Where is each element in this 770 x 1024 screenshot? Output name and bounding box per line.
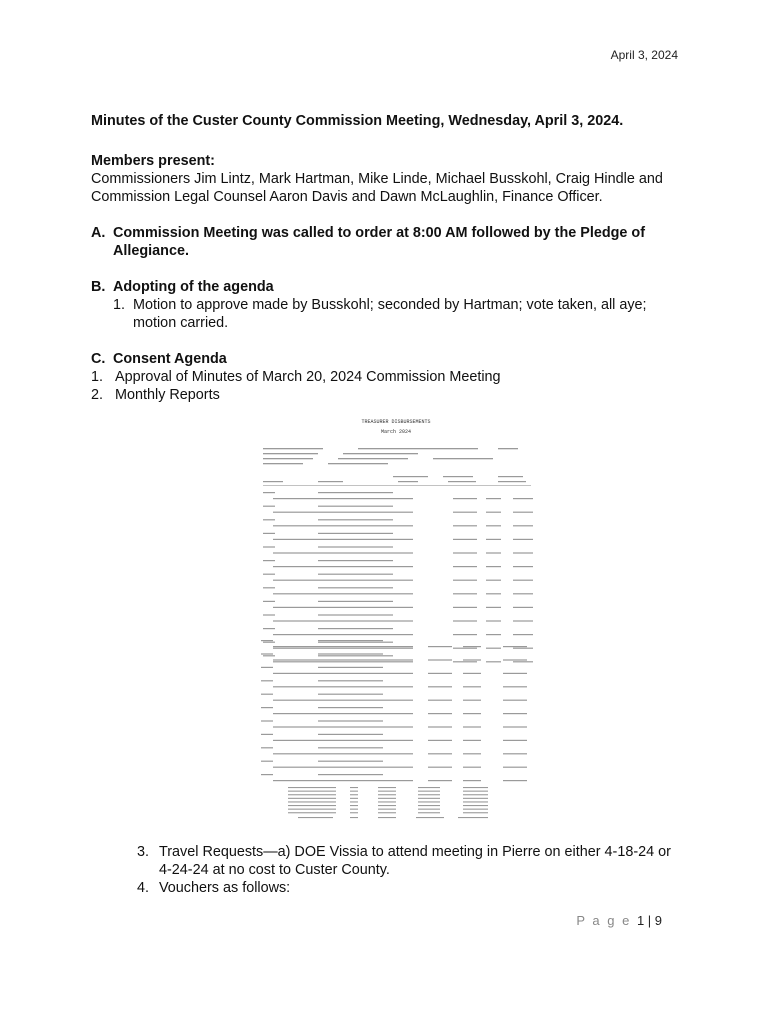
scan-line: [318, 686, 413, 687]
report-scan-texture: [261, 448, 533, 818]
scan-line: [261, 720, 273, 721]
section-c-heading: Consent Agenda: [113, 351, 227, 367]
scan-line: [288, 787, 336, 788]
scan-line: [513, 593, 533, 594]
scan-line: [463, 659, 481, 660]
scan-line: [463, 646, 481, 647]
scan-line: [453, 525, 477, 526]
treasurer-disbursements-image: [258, 416, 534, 820]
scan-line: [428, 700, 452, 701]
scan-line: [428, 726, 452, 727]
scan-line: [433, 458, 493, 459]
scan-line: [298, 817, 333, 818]
scan-line: [263, 642, 275, 643]
list-item: [137, 843, 677, 879]
scan-line: [263, 492, 275, 493]
scan-line: [453, 512, 477, 513]
scan-line: [288, 798, 336, 799]
scan-line: [350, 787, 358, 788]
scan-line: [318, 628, 393, 629]
scan-line: [350, 791, 358, 792]
list-item: [91, 368, 691, 386]
scan-line: [273, 634, 318, 635]
scan-line: [453, 552, 477, 553]
scan-line: [350, 794, 358, 795]
scan-line: [318, 767, 413, 768]
scan-line: [486, 607, 501, 608]
section-b-letter: B.: [91, 279, 106, 295]
list-item-text: Approval of Minutes of March 20, 2024 Commission Meeting: [115, 369, 501, 385]
scan-line: [273, 753, 318, 754]
scan-line: [463, 780, 481, 781]
scan-line: [263, 506, 275, 507]
scan-line: [463, 700, 481, 701]
section-a: [91, 224, 691, 260]
scan-line: [263, 458, 313, 459]
scan-line: [486, 593, 501, 594]
scan-line: [513, 539, 533, 540]
list-item-num: 3.: [137, 844, 150, 860]
scan-line: [378, 809, 396, 810]
scan-line: [263, 453, 318, 454]
report-scan: [258, 416, 534, 820]
scan-line: [453, 539, 477, 540]
page-label: P a g e: [576, 913, 632, 928]
scan-line: [261, 761, 273, 762]
scan-line: [486, 661, 501, 662]
scan-line: [503, 753, 527, 754]
scan-line: [328, 463, 388, 464]
scan-line: [318, 659, 413, 660]
scan-line: [261, 707, 273, 708]
scan-line: [453, 566, 477, 567]
scan-line: [463, 791, 488, 792]
scan-line: [273, 646, 318, 647]
members-text: Commissioners Jim Lintz, Mark Hartman, Mike Linde, Michael Busskohl, Craig Hindle and Commission Legal Counsel Aaron Davis and Dawn McLaughlin, Finance Officer.: [91, 171, 663, 205]
scan-line: [318, 539, 413, 540]
document-title: Minutes of the Custer County Commission Meeting, Wednesday, April 3, 2024.: [91, 113, 624, 129]
scan-line: [318, 640, 383, 641]
divider-line: [263, 485, 531, 486]
scan-line: [350, 817, 358, 818]
scan-line: [350, 805, 358, 806]
scan-line: [318, 552, 413, 553]
scan-line: [453, 634, 477, 635]
scan-line: [463, 713, 481, 714]
scan-line: [318, 634, 413, 635]
scan-line: [463, 812, 488, 813]
scan-line: [318, 546, 393, 547]
scan-line: [263, 481, 283, 482]
scan-line: [263, 655, 275, 656]
scan-line: [318, 587, 393, 588]
scan-line: [418, 791, 440, 792]
scan-line: [288, 809, 336, 810]
scan-line: [318, 661, 413, 662]
scan-line: [463, 673, 481, 674]
section-b-item-text: Motion to approve made by Busskohl; seconded by Hartman; vote taken, all aye; motion carried.: [133, 297, 647, 331]
scan-line: [453, 498, 477, 499]
scan-line: [378, 801, 396, 802]
scan-line: [463, 787, 488, 788]
scan-line: [261, 747, 273, 748]
section-b-item-num: 1.: [113, 297, 126, 313]
scan-line: [273, 780, 318, 781]
scan-line: [448, 481, 476, 482]
scan-line: [318, 713, 413, 714]
report-subtitle: March 2024: [380, 429, 412, 435]
scan-line: [398, 481, 418, 482]
scan-line: [318, 481, 343, 482]
scan-line: [503, 673, 527, 674]
consent-list: [91, 368, 691, 404]
scan-line: [261, 734, 273, 735]
page-number: 1 | 9: [636, 913, 662, 928]
list-item-text: Vouchers as follows:: [159, 880, 291, 896]
scan-line: [318, 601, 393, 602]
scan-line: [486, 620, 501, 621]
scan-line: [453, 580, 477, 581]
scan-line: [498, 448, 518, 449]
scan-line: [378, 805, 396, 806]
scan-line: [486, 634, 501, 635]
scan-line: [453, 661, 477, 662]
scan-line: [273, 726, 318, 727]
scan-line: [273, 700, 318, 701]
scan-line: [261, 653, 273, 654]
scan-line: [486, 580, 501, 581]
list-item-text: Monthly Reports: [115, 387, 220, 403]
scan-line: [378, 817, 396, 818]
scan-line: [318, 620, 413, 621]
section-b-heading: Adopting of the agenda: [113, 279, 274, 295]
scan-line: [503, 646, 527, 647]
scan-line: [288, 812, 336, 813]
list-item: [137, 879, 677, 897]
scan-line: [418, 812, 440, 813]
scan-line: [273, 580, 318, 581]
scan-line: [273, 566, 318, 567]
scan-line: [428, 686, 452, 687]
scan-line: [463, 740, 481, 741]
scan-line: [318, 653, 383, 654]
scan-line: [318, 642, 393, 643]
scan-line: [263, 546, 275, 547]
scan-line: [378, 794, 396, 795]
scan-line: [350, 809, 358, 810]
scan-line: [503, 767, 527, 768]
scan-line: [318, 761, 383, 762]
scan-line: [318, 506, 393, 507]
scan-line: [288, 801, 336, 802]
scan-line: [463, 805, 488, 806]
scan-line: [273, 498, 318, 499]
scan-line: [318, 533, 393, 534]
scan-line: [318, 720, 383, 721]
scan-line: [486, 539, 501, 540]
members-section: [91, 152, 691, 206]
scan-line: [343, 453, 418, 454]
minutes-body: [91, 112, 691, 404]
scan-line: [318, 614, 393, 615]
scan-line: [513, 512, 533, 513]
scan-line: [443, 476, 473, 477]
scan-line: [318, 525, 413, 526]
scan-line: [263, 587, 275, 588]
scan-line: [503, 659, 527, 660]
scan-line: [503, 686, 527, 687]
scan-line: [463, 801, 488, 802]
scan-line: [350, 812, 358, 813]
scan-line: [318, 667, 383, 668]
scan-line: [288, 805, 336, 806]
scan-line: [428, 740, 452, 741]
scan-line: [513, 566, 533, 567]
scan-line: [486, 512, 501, 513]
section-c-letter: C.: [91, 351, 106, 367]
scan-line: [378, 787, 396, 788]
scan-line: [273, 620, 318, 621]
scan-line: [428, 780, 452, 781]
scan-line: [486, 566, 501, 567]
section-a-text: Commission Meeting was called to order at 8:00 AM followed by the Pledge of Allegiance.: [113, 225, 646, 259]
page-footer: [576, 913, 662, 928]
scan-line: [486, 552, 501, 553]
scan-line: [273, 740, 318, 741]
scan-line: [263, 463, 303, 464]
scan-line: [463, 798, 488, 799]
scan-line: [503, 713, 527, 714]
scan-line: [378, 791, 396, 792]
scan-line: [273, 607, 318, 608]
report-title: TREASURER DISBURSEMENTS: [361, 419, 431, 425]
scan-line: [318, 646, 413, 647]
scan-line: [273, 686, 318, 687]
scan-line: [418, 787, 440, 788]
scan-line: [318, 498, 413, 499]
scan-line: [261, 774, 273, 775]
scan-line: [503, 780, 527, 781]
scan-line: [318, 694, 383, 695]
scan-line: [318, 512, 413, 513]
scan-line: [318, 519, 393, 520]
scan-line: [463, 794, 488, 795]
scan-line: [463, 753, 481, 754]
scan-line: [318, 574, 393, 575]
scan-line: [418, 801, 440, 802]
scan-line: [498, 476, 523, 477]
scan-line: [263, 448, 323, 449]
scan-line: [273, 539, 318, 540]
scan-line: [513, 607, 533, 608]
list-item-num: 2.: [91, 387, 104, 403]
scan-line: [503, 740, 527, 741]
scan-line: [338, 458, 408, 459]
scan-line: [273, 512, 318, 513]
scan-line: [453, 620, 477, 621]
section-b-item: [113, 296, 691, 332]
scan-line: [318, 680, 383, 681]
scan-line: [428, 753, 452, 754]
scan-line: [261, 694, 273, 695]
scan-line: [503, 726, 527, 727]
scan-line: [358, 448, 478, 449]
scan-line: [273, 659, 318, 660]
scan-line: [273, 525, 318, 526]
scan-line: [513, 498, 533, 499]
scan-line: [318, 734, 383, 735]
scan-line: [318, 700, 413, 701]
scan-line: [486, 648, 501, 649]
scan-line: [416, 817, 444, 818]
scan-line: [261, 640, 273, 641]
scan-line: [463, 726, 481, 727]
scan-line: [273, 673, 318, 674]
scan-line: [486, 498, 501, 499]
scan-line: [261, 680, 273, 681]
scan-line: [273, 552, 318, 553]
scan-line: [513, 580, 533, 581]
scan-line: [263, 601, 275, 602]
scan-line: [393, 476, 428, 477]
scan-line: [513, 620, 533, 621]
scan-line: [513, 661, 533, 662]
scan-line: [378, 798, 396, 799]
scan-line: [318, 492, 393, 493]
scan-line: [513, 648, 533, 649]
scan-line: [263, 519, 275, 520]
scan-line: [318, 707, 383, 708]
scan-line: [350, 798, 358, 799]
scan-line: [486, 525, 501, 526]
scan-line: [318, 740, 413, 741]
scan-line: [263, 574, 275, 575]
scan-line: [463, 686, 481, 687]
scan-line: [318, 648, 413, 649]
scan-line: [318, 566, 413, 567]
scan-line: [273, 593, 318, 594]
scan-line: [318, 580, 413, 581]
scan-line: [318, 753, 413, 754]
scan-line: [453, 607, 477, 608]
scan-line: [318, 673, 413, 674]
later-list: [137, 843, 677, 897]
scan-line: [453, 648, 477, 649]
members-heading: Members present:: [91, 153, 215, 169]
scan-line: [418, 805, 440, 806]
list-item-text: Travel Requests—a) DOE Vissia to attend meeting in Pierre on either 4-18-24 or 4-24-24 at no cost to Custer County.: [159, 844, 671, 878]
list-item-num: 1.: [91, 369, 104, 385]
scan-line: [318, 726, 413, 727]
scan-line: [418, 794, 440, 795]
scan-line: [418, 809, 440, 810]
scan-line: [463, 767, 481, 768]
scan-line: [498, 481, 526, 482]
scan-line: [288, 791, 336, 792]
scan-line: [513, 525, 533, 526]
scan-line: [378, 812, 396, 813]
scan-line: [453, 593, 477, 594]
scan-line: [350, 801, 358, 802]
scan-line: [263, 533, 275, 534]
scan-line: [428, 713, 452, 714]
page-date: April 3, 2024: [610, 48, 678, 62]
scan-line: [273, 648, 318, 649]
scan-line: [513, 634, 533, 635]
scan-line: [418, 798, 440, 799]
scan-line: [273, 767, 318, 768]
scan-line: [263, 614, 275, 615]
section-a-letter: A.: [91, 225, 106, 241]
scan-line: [503, 700, 527, 701]
scan-line: [463, 809, 488, 810]
scan-line: [318, 774, 383, 775]
scan-line: [263, 560, 275, 561]
scan-line: [318, 607, 413, 608]
scan-line: [318, 747, 383, 748]
scan-line: [458, 817, 488, 818]
section-b: [91, 278, 691, 332]
scan-line: [318, 593, 413, 594]
section-c: [91, 350, 691, 404]
scan-line: [428, 646, 452, 647]
scan-line: [428, 767, 452, 768]
scan-line: [273, 713, 318, 714]
scan-line: [513, 552, 533, 553]
scan-line: [318, 560, 393, 561]
scan-line: [288, 794, 336, 795]
scan-line: [318, 655, 393, 656]
scan-line: [261, 667, 273, 668]
scan-line: [273, 661, 318, 662]
list-item-num: 4.: [137, 880, 150, 896]
scan-line: [263, 628, 275, 629]
scan-line: [428, 673, 452, 674]
scan-line: [428, 659, 452, 660]
scan-line: [318, 780, 413, 781]
list-item: [91, 386, 691, 404]
